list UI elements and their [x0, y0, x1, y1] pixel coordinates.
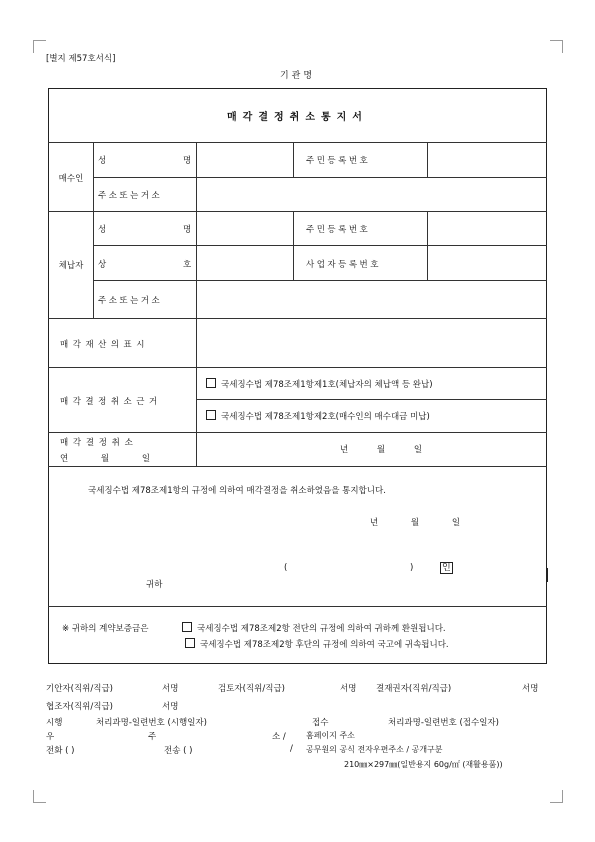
debtor-name-label-a: 성 — [98, 225, 107, 235]
buyer-resident-no-label: 주민등록번호 — [306, 156, 371, 166]
col-divider — [93, 211, 94, 318]
enforce-number: 처리과명-일련번호 (시행일자) — [96, 718, 207, 728]
crop-mark-bottom-left — [33, 790, 46, 803]
col-divider — [93, 142, 94, 211]
seal-paren-close: ) — [410, 563, 414, 573]
trade-name-label-b: 호 — [183, 260, 192, 270]
deposit-option-1-text: 국세징수법 제78조제2항 전단의 규정에 의하여 귀하께 환원됩니다. — [197, 624, 446, 634]
seal-paren-open: ( — [284, 563, 288, 573]
col-divider — [293, 211, 294, 280]
form-title: 매각결정취소통지서 — [227, 112, 368, 123]
asset-label: 매각재산의표시 — [60, 340, 149, 350]
drafter-label: 기안자(직위/직급) — [46, 684, 113, 694]
business-no-label: 사업자등록번호 — [306, 260, 381, 270]
asset-field[interactable] — [197, 319, 546, 366]
checkbox-icon[interactable] — [185, 638, 195, 648]
buyer-name-label-a: 성 — [98, 156, 107, 166]
phone-label: 전화 ( ) — [46, 746, 75, 756]
checkbox-icon[interactable] — [206, 378, 216, 388]
debtor-resident-no-field[interactable] — [428, 212, 546, 244]
buyer-address-label: 주소또는거소 — [98, 191, 163, 201]
drafter-sign: 서명 — [162, 684, 179, 694]
receipt-label: 접수 — [312, 718, 329, 728]
crop-mark-bottom-right — [550, 790, 563, 803]
buyer-name-field[interactable] — [197, 143, 292, 176]
crop-mark-top-left — [33, 40, 46, 53]
row-divider — [48, 606, 547, 607]
buyer-resident-no-field[interactable] — [428, 143, 546, 176]
reviewer-label: 검토자(직위/직급) — [218, 684, 285, 694]
organization-name: 기관명 — [279, 71, 316, 81]
reviewer-sign: 서명 — [340, 684, 357, 694]
approver-label: 결재권자(직위/직급) — [376, 684, 452, 694]
basis-option-2-text: 국세징수법 제78조제1항제2호(매수인의 매수대금 미납) — [221, 412, 430, 422]
paper-spec: 210㎜×297㎜(일반용지 60g/㎡ (재활용품)) — [344, 760, 503, 769]
notice-text: 국세징수법 제78조제1항의 규정에 의하여 매각결정을 취소하였음을 통지합니다. — [88, 486, 386, 496]
address-label: 주 — [148, 732, 157, 742]
cancel-date-label-2: 연 월 일 — [60, 454, 151, 464]
business-no-field[interactable] — [428, 246, 546, 279]
buyer-section-label: 매수인 — [58, 174, 84, 184]
trade-name-field[interactable] — [197, 246, 292, 279]
seal-icon: 인 — [442, 563, 451, 573]
basis-label: 매각결정취소근거 — [60, 397, 162, 407]
notice-date: 년 월 일 — [370, 518, 461, 528]
debtor-address-label: 주소또는거소 — [98, 296, 163, 306]
footer-slash: / — [290, 744, 293, 754]
basis-option-1[interactable] — [206, 378, 433, 390]
approver-sign: 서명 — [522, 684, 539, 694]
row-divider — [48, 432, 547, 433]
receipt-number: 처리과명-일련번호 (접수일자) — [388, 718, 499, 728]
trade-name-label-a: 상 — [98, 260, 107, 270]
row-divider — [48, 466, 547, 467]
basis-option-2[interactable] — [206, 410, 430, 422]
col-divider — [293, 142, 294, 177]
buyer-name-label-b: 명 — [183, 156, 192, 166]
buyer-address-field[interactable] — [197, 178, 546, 210]
deposit-option-2-text: 국세징수법 제78조제2항 후단의 규정에 의하여 국고에 귀속됩니다. — [200, 640, 449, 650]
margin-mark — [546, 568, 548, 582]
checkbox-icon[interactable] — [206, 410, 216, 420]
crop-mark-top-right — [550, 40, 563, 53]
seal-mark — [440, 562, 453, 574]
cancel-date-field[interactable]: 년 월 일 — [340, 445, 423, 455]
row-divider — [48, 367, 547, 368]
debtor-address-field[interactable] — [197, 281, 546, 317]
cooperator-sign: 서명 — [162, 702, 179, 712]
deposit-prefix: ※ 귀하의 계약보증금은 — [62, 624, 149, 634]
checkbox-icon[interactable] — [182, 622, 192, 632]
cancel-date-label-1: 매 각 결 정 취 소 — [60, 438, 134, 448]
form-number: [별지 제57호서식] — [46, 54, 116, 64]
cooperator-label: 협조자(직위/직급) — [46, 702, 113, 712]
recipient-label: 귀하 — [146, 580, 163, 590]
deposit-option-2[interactable] — [185, 638, 449, 650]
email-label: 공무원의 공식 전자우편주소 / 공개구분 — [306, 745, 443, 754]
debtor-name-label-b: 명 — [183, 225, 192, 235]
debtor-section-label: 체납자 — [58, 261, 84, 271]
address-end: 소 / — [272, 732, 286, 742]
deposit-option-1[interactable] — [182, 622, 446, 634]
row-divider — [196, 399, 547, 400]
homepage-label: 홈페이지 주소 — [306, 731, 355, 740]
debtor-resident-no-label: 주민등록번호 — [306, 225, 371, 235]
debtor-name-field[interactable] — [197, 212, 292, 244]
postal-label: 우 — [46, 732, 55, 742]
fax-label: 전송 ( ) — [164, 746, 193, 756]
basis-option-1-text: 국세징수법 제78조제1항제1호(체납자의 체납액 등 완납) — [221, 380, 433, 390]
enforce-label: 시행 — [46, 718, 63, 728]
